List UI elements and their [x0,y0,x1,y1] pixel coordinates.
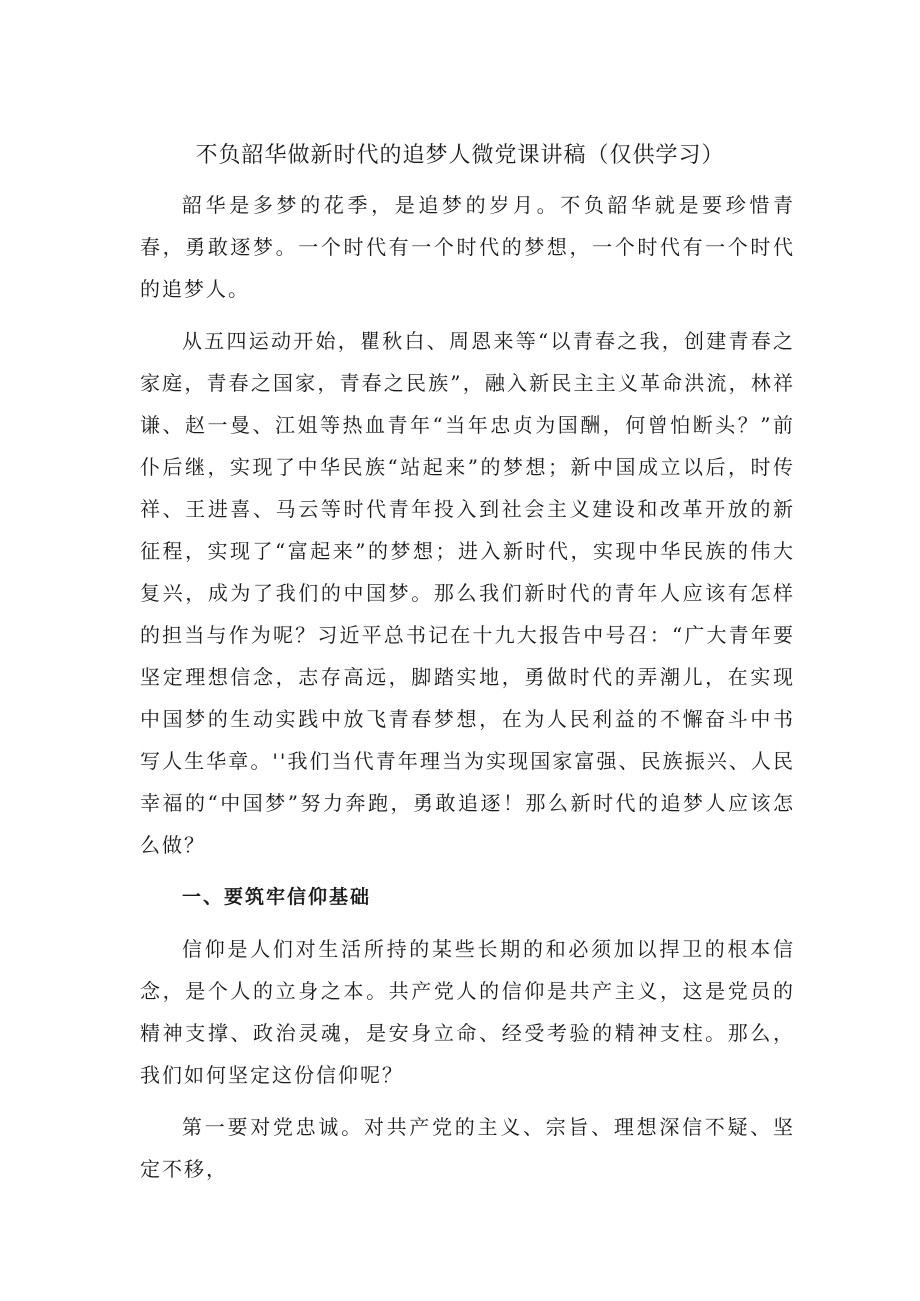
section-heading: 一、要筑牢信仰基础 [182,886,372,908]
history-paragraph: 从五四运动开始，瞿秋白、周恩来等“以青春之我，创建青春之家庭，青春之国家，青春之民族”，融入新民主主义革命洪流，林祥谦、赵一曼、江姐等热血青年“当年忠贞为国酬，何曾怕断头？”前仆后继，实现了中华民族“站起来”的梦想；新中国成立以后，时传祥、王进喜、马云等时代青年投入到社会主义建设和改革开放的新征程，实现了“富起来”的梦想；进入新时代，实现中华民族的伟大复兴，成为了我们的中国梦。那么我们新时代的青年人应该有怎样的担当与作为呢？习近平总书记在十九大报告中号召：“广大青年要坚定理想信念，志存高远，脚踏实地，勇做时代的弄潮儿，在实现中国梦的生动实践中放飞青春梦想，在为人民利益的不懈奋斗中书写人生华章。''我们当代青年理当为实现国家富强、民族振兴、人民幸福的“中国梦”努力奔跑，勇敢追逐！那么新时代的追梦人应该怎么做？ [140,329,795,857]
document-body [140,184,795,1200]
faith-paragraph: 信仰是人们对生活所持的某些长期的和必须加以捍卫的根本信念，是个人的立身之本。共产党人的信仰是共产主义，这是党员的精神支撑、政治灵魂，是安身立命、经受考验的精神支柱。那么，我们如何坚定这份信仰呢？ [140,937,795,1087]
document-title: 不负韶华做新时代的追梦人微党课讲稿（仅供学习） [195,143,725,168]
intro-paragraph: 韶华是多梦的花季，是追梦的岁月。不负韶华就是要珍惜青春，勇敢逐梦。一个时代有一个时代的梦想，一个时代有一个时代的追梦人。 [140,193,795,301]
loyalty-paragraph: 第一要对党忠诚。对共产党的主义、宗旨、理想深信不疑、坚定不移， [140,1115,795,1181]
